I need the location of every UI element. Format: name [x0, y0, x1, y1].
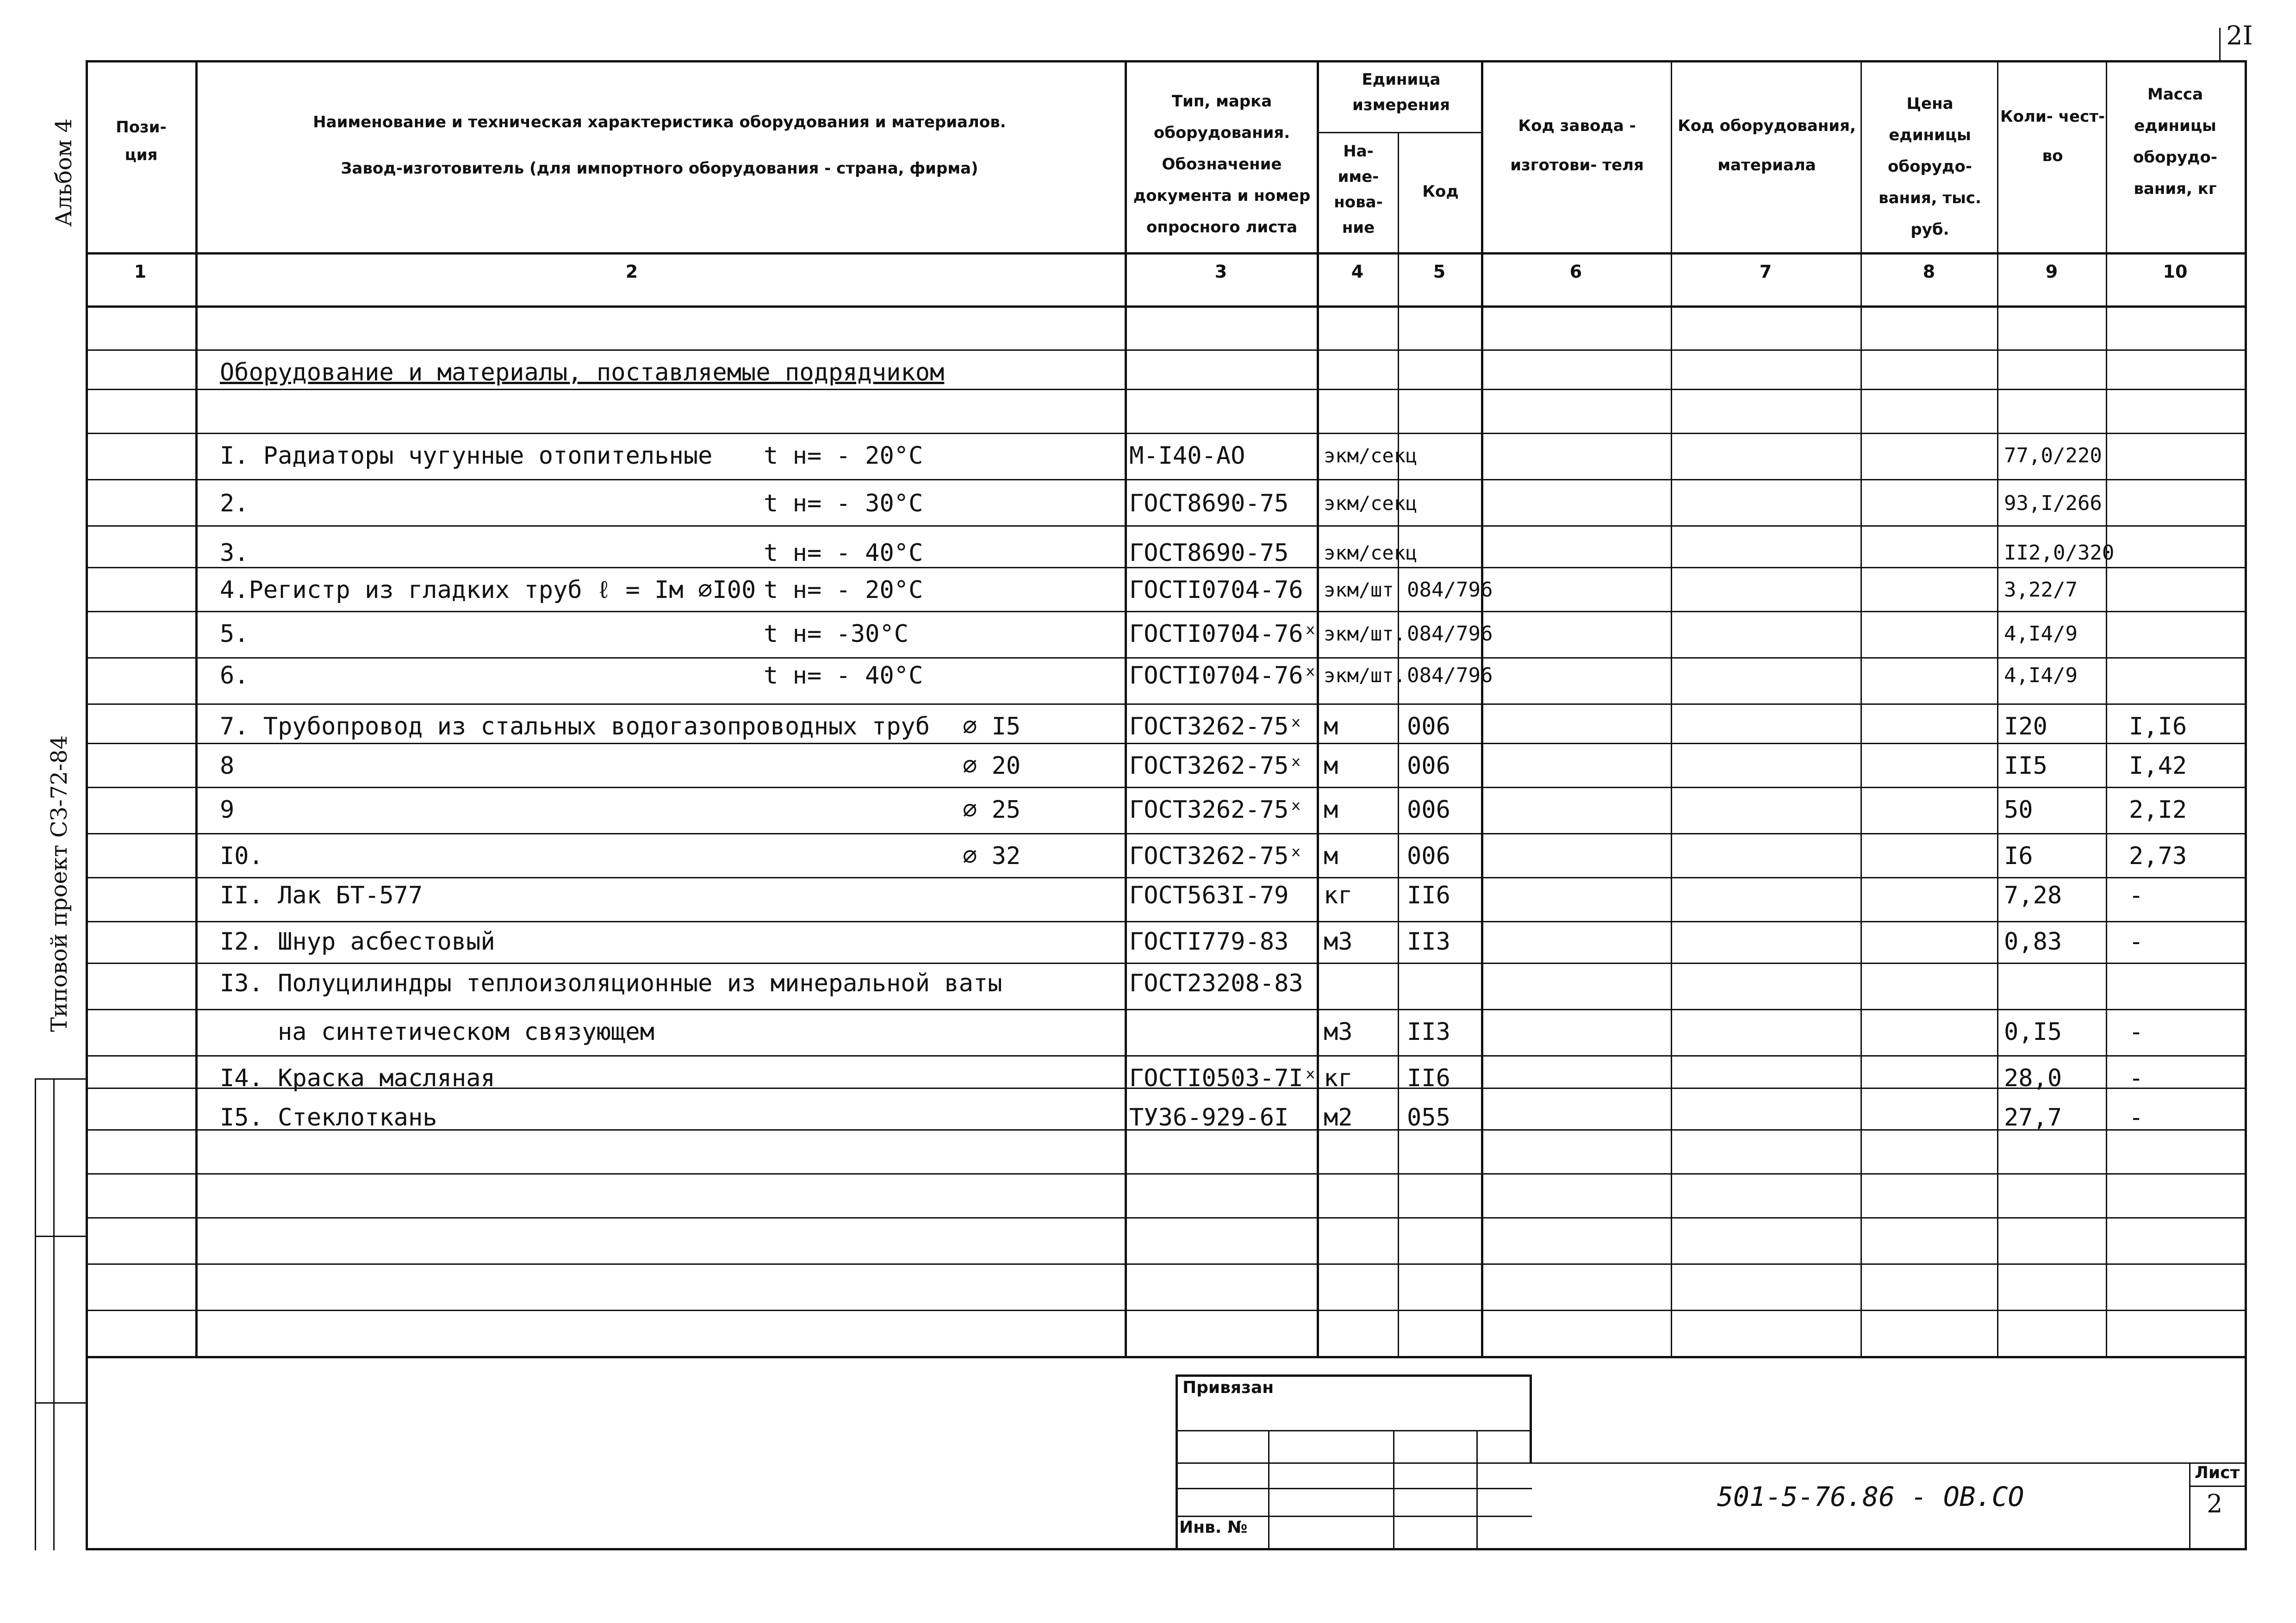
- row-qty: 27,7: [2004, 1104, 2062, 1132]
- stamp-right: [1530, 1374, 1532, 1462]
- row-unit: м: [1324, 713, 1338, 740]
- stamp-row-2: [1176, 1462, 2247, 1464]
- header-col4: На- име- нова- ние: [1334, 142, 1383, 237]
- row-code: 006: [1407, 752, 1450, 780]
- header-col8: Цена единицы оборудо- вания, тыс. руб.: [1879, 94, 1981, 239]
- top-number-tick: [2219, 28, 2221, 60]
- row-unit: м: [1324, 842, 1338, 870]
- row-name: I5. Стеклоткань: [220, 1104, 437, 1132]
- col-line-4: [1317, 60, 1319, 1358]
- row-line: [86, 567, 2247, 568]
- colnum-9: 9: [2045, 261, 2058, 282]
- row-unit: кг: [1324, 882, 1353, 909]
- col-line-8: [1860, 60, 1862, 1358]
- header-col2-line2: Завод-изготовитель (для импортного оборудования - страна, фирма): [341, 159, 978, 178]
- row-qty: I20: [2004, 713, 2047, 740]
- left-strip-line-1: [35, 1078, 36, 1550]
- doc-code: 501-5-76.86 - ОВ.СО: [1717, 1481, 2024, 1512]
- row-code: II3: [1407, 1018, 1450, 1046]
- header-col2-line1: Наименование и техническая характеристика оборудования и материалов.: [313, 113, 1006, 131]
- row-doc: ГОСТ8690-75: [1129, 490, 1289, 517]
- row-code: II3: [1407, 928, 1450, 956]
- list-box-split: [2189, 1486, 2247, 1487]
- row-qty: 28,0: [2004, 1064, 2062, 1092]
- left-strip-divider-3: [35, 1402, 86, 1404]
- stamp-row-3: [1176, 1488, 1532, 1489]
- row-name: 7. Трубопровод из стальных водогазопроводных труб: [220, 713, 930, 740]
- left-strip-line-2: [53, 1078, 55, 1550]
- header-bottom-line: [86, 252, 2247, 255]
- row-mass: -: [2129, 1064, 2144, 1092]
- row-line: [86, 525, 2247, 527]
- row-doc: ГОСТI0503-7Iˣ: [1129, 1064, 1318, 1092]
- colnum-2: 2: [625, 261, 638, 282]
- header-col9: Коли- чест- во: [2000, 107, 2105, 165]
- row-qty: 77,0/220: [2004, 444, 2102, 467]
- colnum-4: 4: [1351, 261, 1364, 282]
- row-name: I4. Краска масляная: [220, 1064, 495, 1092]
- row-name: 6.: [220, 662, 249, 690]
- row-code: 006: [1407, 842, 1450, 870]
- row-qty: 4,I4/9: [2004, 664, 2078, 687]
- row-unit: экм/секц: [1324, 444, 1418, 467]
- row-mass: -: [2129, 1104, 2144, 1132]
- header-col1: Пози- ция: [116, 118, 167, 164]
- frame-top: [86, 60, 2247, 62]
- row-mass: 2,73: [2129, 842, 2187, 870]
- left-strip-divider-2: [35, 1236, 86, 1237]
- row-code: 006: [1407, 796, 1450, 824]
- colnum-1: 1: [134, 261, 147, 282]
- list-label: Лист: [2195, 1463, 2240, 1482]
- row-doc: ГОСТ23208-83: [1129, 970, 1303, 997]
- row-doc: ТУ36-929-6I: [1129, 1104, 1289, 1132]
- frame-bottom: [86, 1548, 2247, 1550]
- row-code: II6: [1407, 1064, 1450, 1092]
- row-name: I3. Полуцилиндры теплоизоляционные из минеральной ваты: [220, 970, 1002, 997]
- col-line-2: [195, 60, 198, 1358]
- row-line: [86, 1009, 2247, 1010]
- row-line: [86, 877, 2247, 878]
- row-mass: -: [2129, 1018, 2144, 1046]
- row-code: 055: [1407, 1104, 1450, 1132]
- stamp-col-3: [1476, 1430, 1478, 1550]
- row-unit: кг: [1324, 1064, 1353, 1092]
- row-line: [86, 963, 2247, 964]
- row-unit: экм/шт.: [1324, 664, 1406, 687]
- colnum-3: 3: [1214, 261, 1227, 282]
- row-mass: -: [2129, 928, 2144, 956]
- row-doc: ГОСТI0704-76ˣ: [1129, 620, 1318, 648]
- colnum-10: 10: [2163, 261, 2188, 282]
- row-line: [86, 743, 2247, 744]
- row-line: [86, 787, 2247, 788]
- section-title: Оборудование и материалы, поставляемые подрядчиком: [220, 359, 945, 386]
- row-doc: ГОСТI779-83: [1129, 928, 1289, 956]
- stamp-inv: Инв. №: [1179, 1518, 1248, 1537]
- row-qty: 0,I5: [2004, 1018, 2062, 1046]
- row-line: [86, 611, 2247, 612]
- frame-left: [86, 60, 88, 1550]
- colnum-7: 7: [1759, 261, 1772, 282]
- row-line: [86, 921, 2247, 922]
- row-line: [86, 1310, 2247, 1311]
- row-condition: t н= - 20°С: [764, 576, 923, 604]
- row-unit: экм/шт.: [1324, 622, 1406, 645]
- row-doc: ГОСТI0704-76: [1129, 576, 1303, 604]
- row-doc: ГОСТ8690-75: [1129, 539, 1289, 567]
- row-line: [86, 389, 2247, 390]
- row-line: [86, 657, 2247, 659]
- stamp-col-2: [1393, 1430, 1394, 1550]
- row-condition: t н= - 30°С: [764, 490, 923, 517]
- row-code: 084/796: [1407, 622, 1493, 646]
- stamp-col-1: [1268, 1430, 1269, 1550]
- row-name: 9: [220, 796, 235, 824]
- side-label-project: Типовой проект СЗ-72-84: [46, 735, 72, 1032]
- row-name: 5.: [220, 620, 249, 648]
- header-col7: Код оборудования, материала: [1678, 117, 1856, 174]
- col-line-10: [2106, 60, 2107, 1358]
- row-code: 084/796: [1407, 578, 1493, 602]
- row-unit: экм/шт: [1324, 578, 1394, 601]
- colnum-8: 8: [1923, 261, 1935, 282]
- row-name: I0.: [220, 842, 263, 870]
- row-name: 2.: [220, 490, 249, 517]
- row-line: [86, 1173, 2247, 1175]
- row-name: I. Радиаторы чугунные отопительные: [220, 442, 713, 470]
- row-unit: м: [1324, 752, 1338, 780]
- row-mass: I,42: [2129, 752, 2187, 780]
- row-doc: ГОСТ3262-75ˣ: [1129, 752, 1303, 780]
- stamp-row-4: [1176, 1516, 1532, 1517]
- colnum-5: 5: [1433, 261, 1446, 282]
- row-doc: ГОСТI0704-76ˣ: [1129, 662, 1318, 690]
- col-line-7: [1671, 60, 1672, 1358]
- row-qty: 3,22/7: [2004, 578, 2078, 602]
- top-sheet-number: 2I: [2226, 21, 2253, 51]
- side-label-album: Альбом 4: [51, 118, 77, 227]
- row-unit: м3: [1324, 1018, 1353, 1046]
- row-mass: -: [2129, 882, 2144, 909]
- row-condition: t н= - 40°С: [764, 539, 923, 567]
- row-doc: ГОСТ3262-75ˣ: [1129, 842, 1303, 870]
- row-condition: t н= -30°С: [764, 620, 909, 648]
- row-line: [86, 433, 2247, 434]
- colnum-6: 6: [1569, 261, 1582, 282]
- row-unit: экм/секц: [1324, 492, 1418, 515]
- row-condition: ∅ I5: [963, 713, 1021, 740]
- row-name: I2. Шнур асбестовый: [220, 928, 495, 956]
- row-qty: I6: [2004, 842, 2033, 870]
- row-unit: м3: [1324, 928, 1353, 956]
- row-name: 8: [220, 752, 235, 780]
- row-line: [86, 349, 2247, 351]
- row-line: [86, 1217, 2247, 1219]
- row-qty: II5: [2004, 752, 2047, 780]
- row-mass: I,I6: [2129, 713, 2187, 740]
- row-unit: м: [1324, 796, 1338, 824]
- row-doc: ГОСТ3262-75ˣ: [1129, 796, 1303, 824]
- row-code: II6: [1407, 882, 1450, 909]
- row-qty: II2,0/320: [2004, 541, 2115, 565]
- header-col6: Код завода - изготови- теля: [1510, 117, 1644, 174]
- header-col5: Код: [1422, 182, 1459, 201]
- row-qty: 0,83: [2004, 928, 2062, 956]
- row-doc: ГОСТ3262-75ˣ: [1129, 713, 1303, 740]
- row-condition: ∅ 32: [963, 842, 1021, 870]
- frame-right: [2245, 60, 2247, 1550]
- row-code: 084/796: [1407, 664, 1493, 687]
- left-strip-divider-1: [35, 1078, 86, 1080]
- row-name: 4.Регистр из гладких труб ℓ = Iм ∅I00: [220, 576, 756, 604]
- header-col3: Тип, марка оборудования. Обозначение документа и номер опросного листа: [1133, 92, 1311, 236]
- row-qty: 7,28: [2004, 882, 2062, 909]
- header-col45: Единица измерения: [1352, 70, 1450, 114]
- row-name: II. Лак БТ-577: [220, 882, 423, 909]
- unit-split-line: [1319, 132, 1483, 133]
- row-unit: экм/секц: [1324, 541, 1418, 564]
- row-condition: t н= - 20°С: [764, 442, 923, 470]
- row-name: 3.: [220, 539, 249, 567]
- header-col10: Масса единицы оборудо- вания, кг: [2133, 85, 2217, 198]
- row-unit: м2: [1324, 1104, 1353, 1132]
- colnum-bottom-line: [86, 305, 2247, 308]
- row-line: [86, 1263, 2247, 1265]
- row-line: [86, 833, 2247, 834]
- stamp-privyazan: Привязан: [1182, 1378, 1274, 1397]
- row-qty: 4,I4/9: [2004, 622, 2078, 646]
- row-code: 006: [1407, 713, 1450, 740]
- row-condition: ∅ 20: [963, 752, 1021, 780]
- row-line: [86, 1055, 2247, 1057]
- row-mass: 2,I2: [2129, 796, 2187, 824]
- list-number: 2: [2207, 1489, 2223, 1518]
- row-qty: 93,I/266: [2004, 491, 2102, 515]
- list-box-left: [2189, 1462, 2190, 1550]
- row-doc: ГОСТ563I-79: [1129, 882, 1289, 909]
- table-body-bottom: [86, 1356, 2247, 1358]
- row-doc: М-I40-АО: [1129, 442, 1245, 470]
- stamp-row-1: [1176, 1430, 1532, 1431]
- col-line-3: [1125, 60, 1127, 1358]
- row-condition: ∅ 25: [963, 796, 1021, 824]
- col-line-9: [1997, 60, 1998, 1358]
- row-line: [86, 703, 2247, 705]
- row-qty: 50: [2004, 796, 2033, 824]
- row-condition: t н= - 40°С: [764, 662, 923, 690]
- col-line-6: [1481, 60, 1483, 1358]
- row-line: [86, 479, 2247, 480]
- stamp-top: [1176, 1374, 1532, 1377]
- row-name: на синтетическом связующем: [278, 1018, 654, 1046]
